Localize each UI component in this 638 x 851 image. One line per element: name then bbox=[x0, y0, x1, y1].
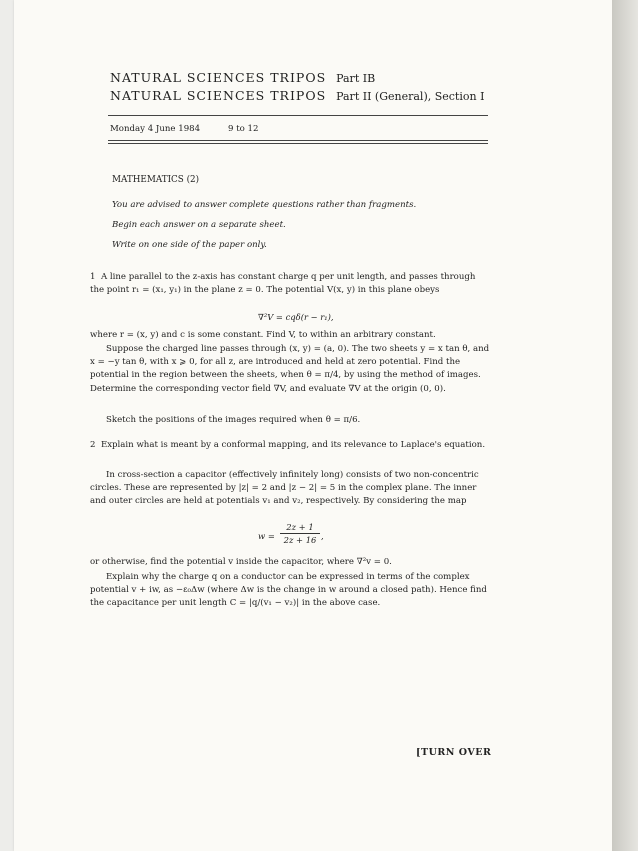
q2-paragraph-2: In cross-section a capacitor (effectively infinitely long) consists of two non-concentric circles. These are represented by |z| = 2 and |z − 2| = 5 in the complex plane. The inner and outer circles are held at potentials v₁ and v₂, respectively. By considering the map bbox=[90, 470, 479, 507]
turn-over-note: [TURN OVER bbox=[416, 747, 492, 758]
q2-paragraph-3: or otherwise, find the potential v inside the capacitor, where ∇²v = 0. bbox=[90, 557, 392, 567]
q2-equation-fraction bbox=[280, 522, 320, 545]
tripos-name: NATURAL SCIENCES TRIPOS bbox=[110, 70, 327, 85]
q2-equation-comma: , bbox=[321, 531, 324, 541]
q1-paragraph-1 bbox=[90, 271, 490, 297]
exam-date: Monday 4 June 1984 bbox=[110, 124, 201, 134]
header-rule-top bbox=[108, 115, 488, 116]
q1-equation: ∇²V = cqδ(r − r₁), bbox=[258, 312, 334, 322]
exam-time: 9 to 12 bbox=[228, 124, 259, 134]
q1-text-1: A line parallel to the z-axis has constant charge q per unit length, and passes through the point r₁ = (x₁, y₁) in the plane z = 0. The potential V(x, y) in this plane obeys bbox=[90, 272, 476, 296]
q2-paragraph-1 bbox=[90, 439, 490, 452]
tripos-part: Part IB bbox=[336, 72, 376, 85]
subject-title: MATHEMATICS (2) bbox=[112, 175, 200, 185]
q1-paragraph-2: where r = (x, y) and c is some constant. Find V, to within an arbitrary constant. bbox=[90, 330, 436, 340]
header-rule-bottom bbox=[108, 140, 488, 141]
tripos-title-line2 bbox=[110, 88, 484, 103]
page-edge-shadow bbox=[612, 0, 638, 851]
fraction-bar bbox=[280, 533, 320, 534]
q2-equation-lhs: w = bbox=[258, 531, 275, 541]
instruction-2: Begin each answer on a separate sheet. bbox=[112, 220, 286, 230]
q1-paragraph-3: Suppose the charged line passes through (x, y) = (a, 0). The two sheets y = x tan θ, and x = −y tan θ, with x ⩾ 0, for all z, are introduced and held at zero potential. Find the potential in the region between the sheets, when θ = π/4, by using the method of images. Determine the corresponding vector field ∇V, and evaluate ∇V at the origin (0, 0). bbox=[90, 344, 490, 394]
q1-number: 1 bbox=[90, 272, 96, 282]
q2-number: 2 bbox=[90, 440, 96, 450]
instruction-3: Write on one side of the paper only. bbox=[112, 240, 267, 250]
q2-paragraph-4: Explain why the charge q on a conductor can be expressed in terms of the complex potential v + iw, as −ε₀Δw (where Δw is the change in w around a closed path). Hence find the capacitance per unit length C = |q/(v₁ − v₂)| in the above case. bbox=[90, 572, 487, 609]
tripos-part-2: Part II (General), Section I bbox=[336, 90, 485, 103]
q2-text-1: Explain what is meant by a conformal mapping, and its relevance to Laplace's equation. bbox=[100, 440, 486, 450]
q2-equation-numerator: 2z + 1 bbox=[286, 522, 314, 532]
instruction-1: You are advised to answer complete questions rather than fragments. bbox=[112, 200, 417, 210]
tripos-name-2: NATURAL SCIENCES TRIPOS bbox=[110, 88, 327, 103]
q1-paragraph-4: Sketch the positions of the images required when θ = π/6. bbox=[106, 415, 361, 425]
tripos-title-line1 bbox=[110, 70, 375, 85]
q2-equation-denominator: 2z + 16 bbox=[283, 535, 317, 545]
header-rule-bottom-2 bbox=[108, 143, 488, 144]
